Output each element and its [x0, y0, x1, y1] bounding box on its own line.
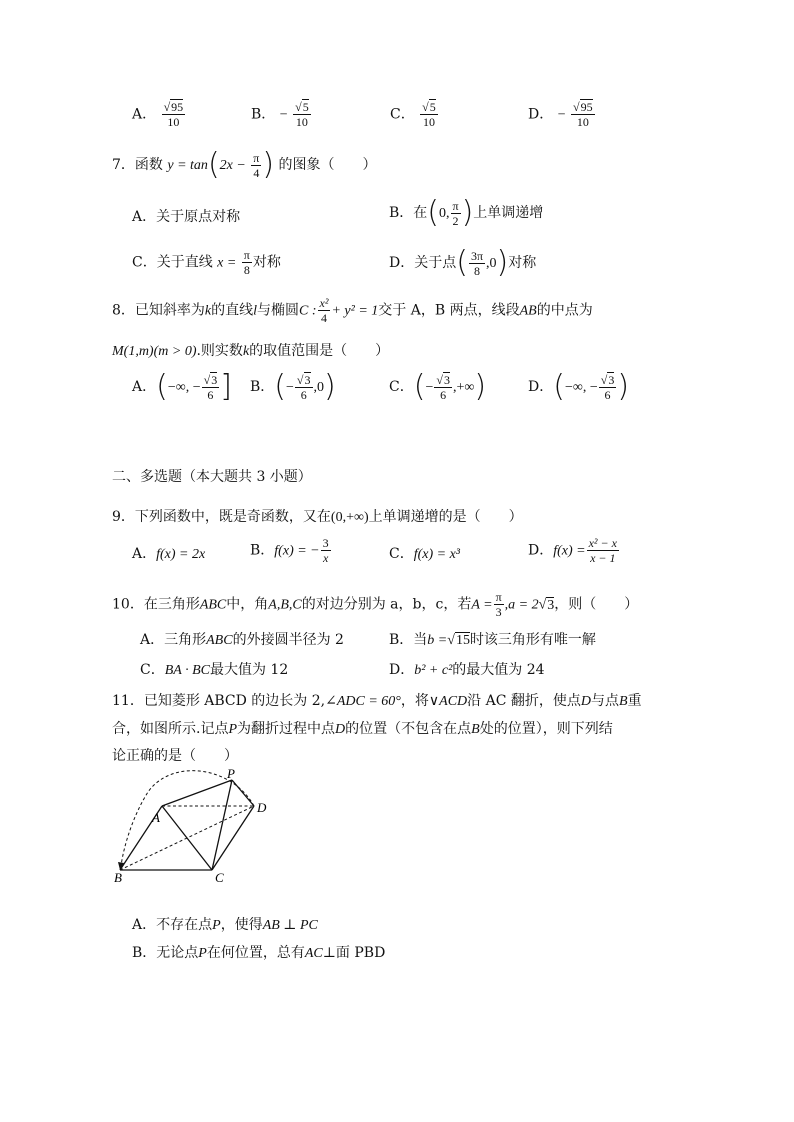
- q10-option-c: C．BA · BC最大值为 12: [140, 662, 289, 678]
- q11-stem-line3: 论正确的是（ ）: [112, 748, 238, 764]
- q6-option-b: B． − $\frac{√5}{10}$: [251, 100, 309, 129]
- q6-option-c: C． $\frac{√5}{10}$: [390, 100, 436, 129]
- fold-arc-dashed: [121, 771, 254, 866]
- edge-bd-dashed: [120, 806, 254, 870]
- q10-stem: 10．在三角形ABC中，角A,B,C的对边分别为 a，b，c，若A = $\frac{\pi}{3}$ ,a = 2√3，则（ ）: [112, 590, 639, 619]
- q11-stem-line1: 11．已知菱形 ABCD 的边长为 2,∠ADC = 60°，将∨ACD沿 AC 翻折，使点D与点B重: [112, 693, 642, 709]
- q7-option-d: D．关于点( $\frac{3\pi}{8}$ ,0)对称: [389, 245, 537, 280]
- edge-pd: [232, 780, 254, 806]
- label-d: D: [257, 800, 267, 815]
- q10-option-d: D．b² + c²的最大值为 24: [389, 662, 545, 678]
- q10-option-a: A．三角形ABC的外接圆半径为 2: [140, 632, 344, 648]
- q9-option-d: D．f(x) = $\frac{\text{x² − x}}{x - 1}$: [528, 536, 617, 565]
- q8-option-d: D．(−∞, − $\frac{√3}{6}$ ): [528, 369, 630, 404]
- q10-option-b: B．当b =√15时该三角形有唯一解: [389, 632, 596, 648]
- q11-option-a: A．不存在点P，使得AB ⊥ PC: [132, 917, 318, 933]
- section-heading: 二、多选题（本大题共 3 小题）: [112, 469, 312, 485]
- q6-option-a: A． $\frac{√95}{10}$: [132, 100, 184, 129]
- edge-ap: [162, 780, 232, 806]
- rhombus-fold-figure: [112, 766, 272, 882]
- q8-option-a: A．(−∞, − $\frac{√3}{6}$ ]: [132, 369, 232, 404]
- edge-cd: [212, 806, 254, 870]
- q8-option-c: C．(− $\frac{√3}{6}$ ,+∞): [389, 369, 487, 404]
- q9-option-c: C．f(x) = x³: [389, 546, 461, 562]
- q9-option-b: B．f(x) = − $\frac{3}{x}$: [250, 536, 329, 565]
- q6-option-d: D． − $\frac{√95}{10}$: [528, 100, 593, 129]
- label-p: P: [227, 766, 235, 781]
- q8-stem-line1: 8．已知斜率为k的直线l与椭圆C : $\frac{\text{x²}}{4}$ + y² = 1交于 A，B 两点，线段AB的中点为: [112, 296, 593, 325]
- q11-stem-line2: 合，如图所示.记点P为翻折过程中点D的位置（不包含在点B处的位置），则下列结: [112, 721, 613, 737]
- q7-option-a: A．关于原点对称: [132, 209, 241, 225]
- q9-stem: 9．下列函数中，既是奇函数，又在(0,+∞)上单调递增的是（ ）: [112, 509, 523, 525]
- label-a: A: [152, 810, 160, 825]
- q11-option-b: B．无论点P在何位置，总有AC⊥面 PBD: [132, 945, 386, 961]
- label-b: B: [114, 870, 122, 882]
- q7-option-c: C．关于直线 x = $\frac{\pi}{8}$ 对称: [132, 248, 281, 277]
- label-c: C: [215, 870, 224, 882]
- q8-option-b: B．(− $\frac{√3}{6}$ ,0): [250, 369, 336, 404]
- q9-option-a: A．f(x) = 2x: [132, 546, 206, 562]
- q7-stem: 7．函数 y = tan(2x − $\frac{\pi}{4}$ ) 的图象（ ）: [112, 147, 377, 182]
- q7-option-b: B．在(0, $\frac{\pi}{2}$ )上单调递增: [389, 195, 544, 230]
- q8-stem-line2: M(1,m)(m > 0).则实数k的取值范围是（ ）: [112, 343, 390, 359]
